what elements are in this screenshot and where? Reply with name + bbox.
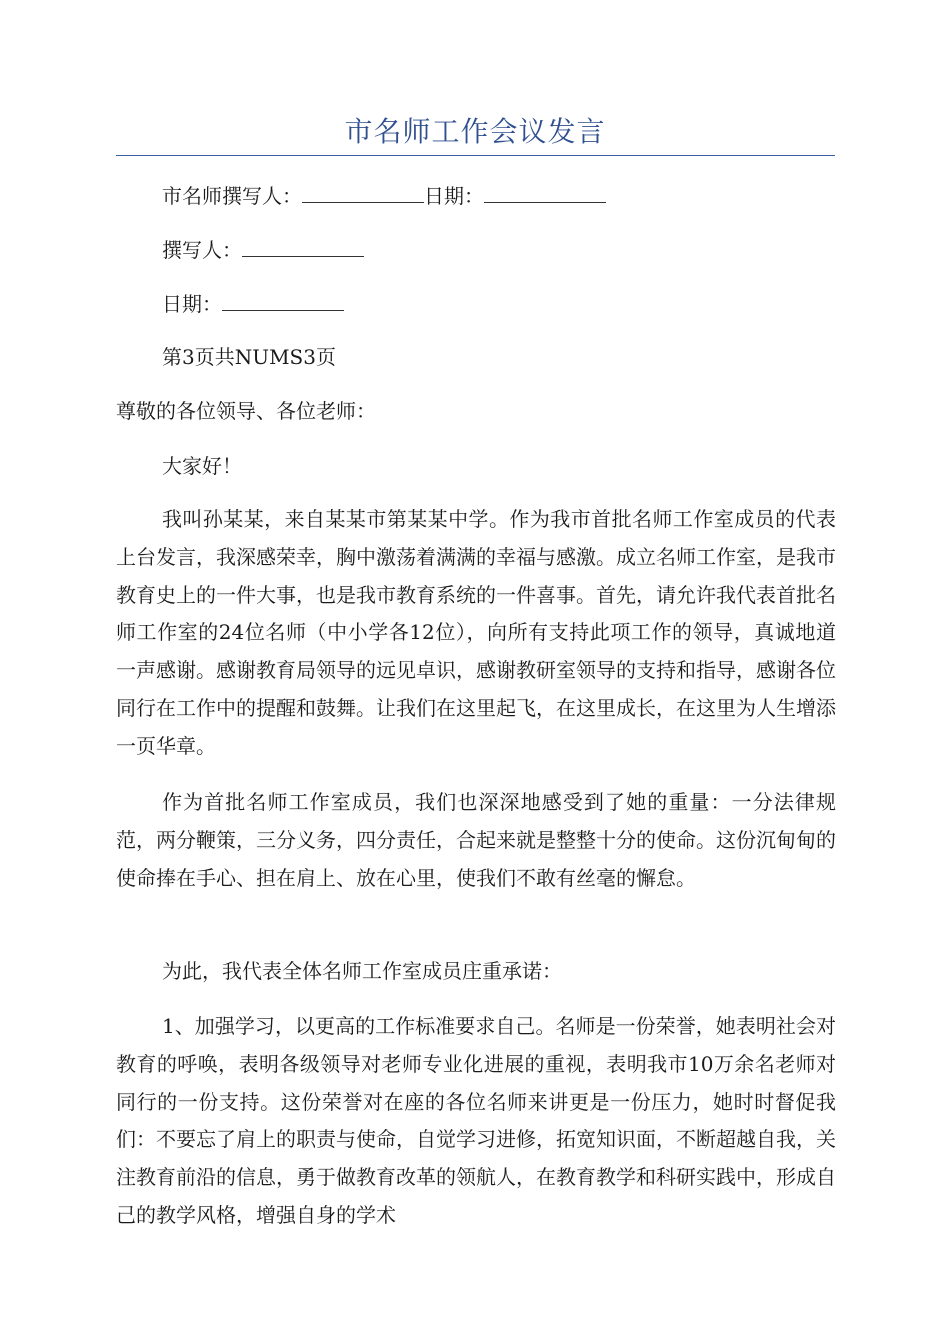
title-underline	[116, 155, 835, 156]
date-line	[162, 289, 344, 319]
paragraph-point-1: 1、加强学习，以更高的工作标准要求自己。名师是一份荣誉，她表明社会对教育的呼唤，表明各级领导对老师专业化进展的重视，表明我市10万余名老师对同行的一份支持。这份荣誉对在座的各位名师来讲更是一份压力，她时时督促我们：不要忘了肩上的职责与使命，自觉学习进修，拓宽知识面，不断超越自我，关注教育前沿的信息，勇于做教育改革的领航人，在教育教学和科研实践中，形成自己的教学风格，增强自身的学术	[116, 1014, 836, 1227]
document-title: 市名师工作会议发言	[344, 115, 606, 148]
author-label: 市名师撰写人：	[162, 184, 302, 208]
page-info: 第3页共NUMS3页	[162, 345, 336, 369]
date-inline-blank	[484, 184, 606, 203]
author-blank	[302, 184, 424, 203]
writer-label: 撰写人：	[162, 238, 242, 262]
greeting: 大家好！	[162, 454, 242, 478]
writer-line	[162, 235, 364, 265]
salutation: 尊敬的各位领导、各位老师：	[116, 399, 376, 423]
author-date-line	[162, 181, 606, 211]
paragraph-pledge: 为此，我代表全体名师工作室成员庄重承诺：	[162, 959, 562, 983]
date-blank	[222, 292, 344, 311]
paragraph-intro: 我叫孙某某，来自某某市第某某中学。作为我市首批名师工作室成员的代表上台发言，我深感荣幸，胸中激荡着满满的幸福与感激。成立名师工作室，是我市教育史上的一件大事，也是我市教育系统的一件喜事。首先，请允许我代表首批名师工作室的24位名师（中小学各12位），向所有支持此项工作的领导，真诚地道一声感谢。感谢教育局领导的远见卓识，感谢教研室领导的支持和指导，感谢各位同行在工作中的提醒和鼓舞。让我们在这里起飞，在这里成长，在这里为人生增添一页华章。	[116, 507, 836, 758]
date-label: 日期：	[162, 292, 222, 316]
date-inline-label: 日期：	[424, 184, 484, 208]
paragraph-mission: 作为首批名师工作室成员，我们也深深地感受到了她的重量：一分法律规范，两分鞭策，三分义务，四分责任，合起来就是整整十分的使命。这份沉甸甸的使命捧在手心、担在肩上、放在心里，使我们不敢有丝毫的懈怠。	[116, 790, 836, 890]
writer-blank	[242, 238, 364, 257]
